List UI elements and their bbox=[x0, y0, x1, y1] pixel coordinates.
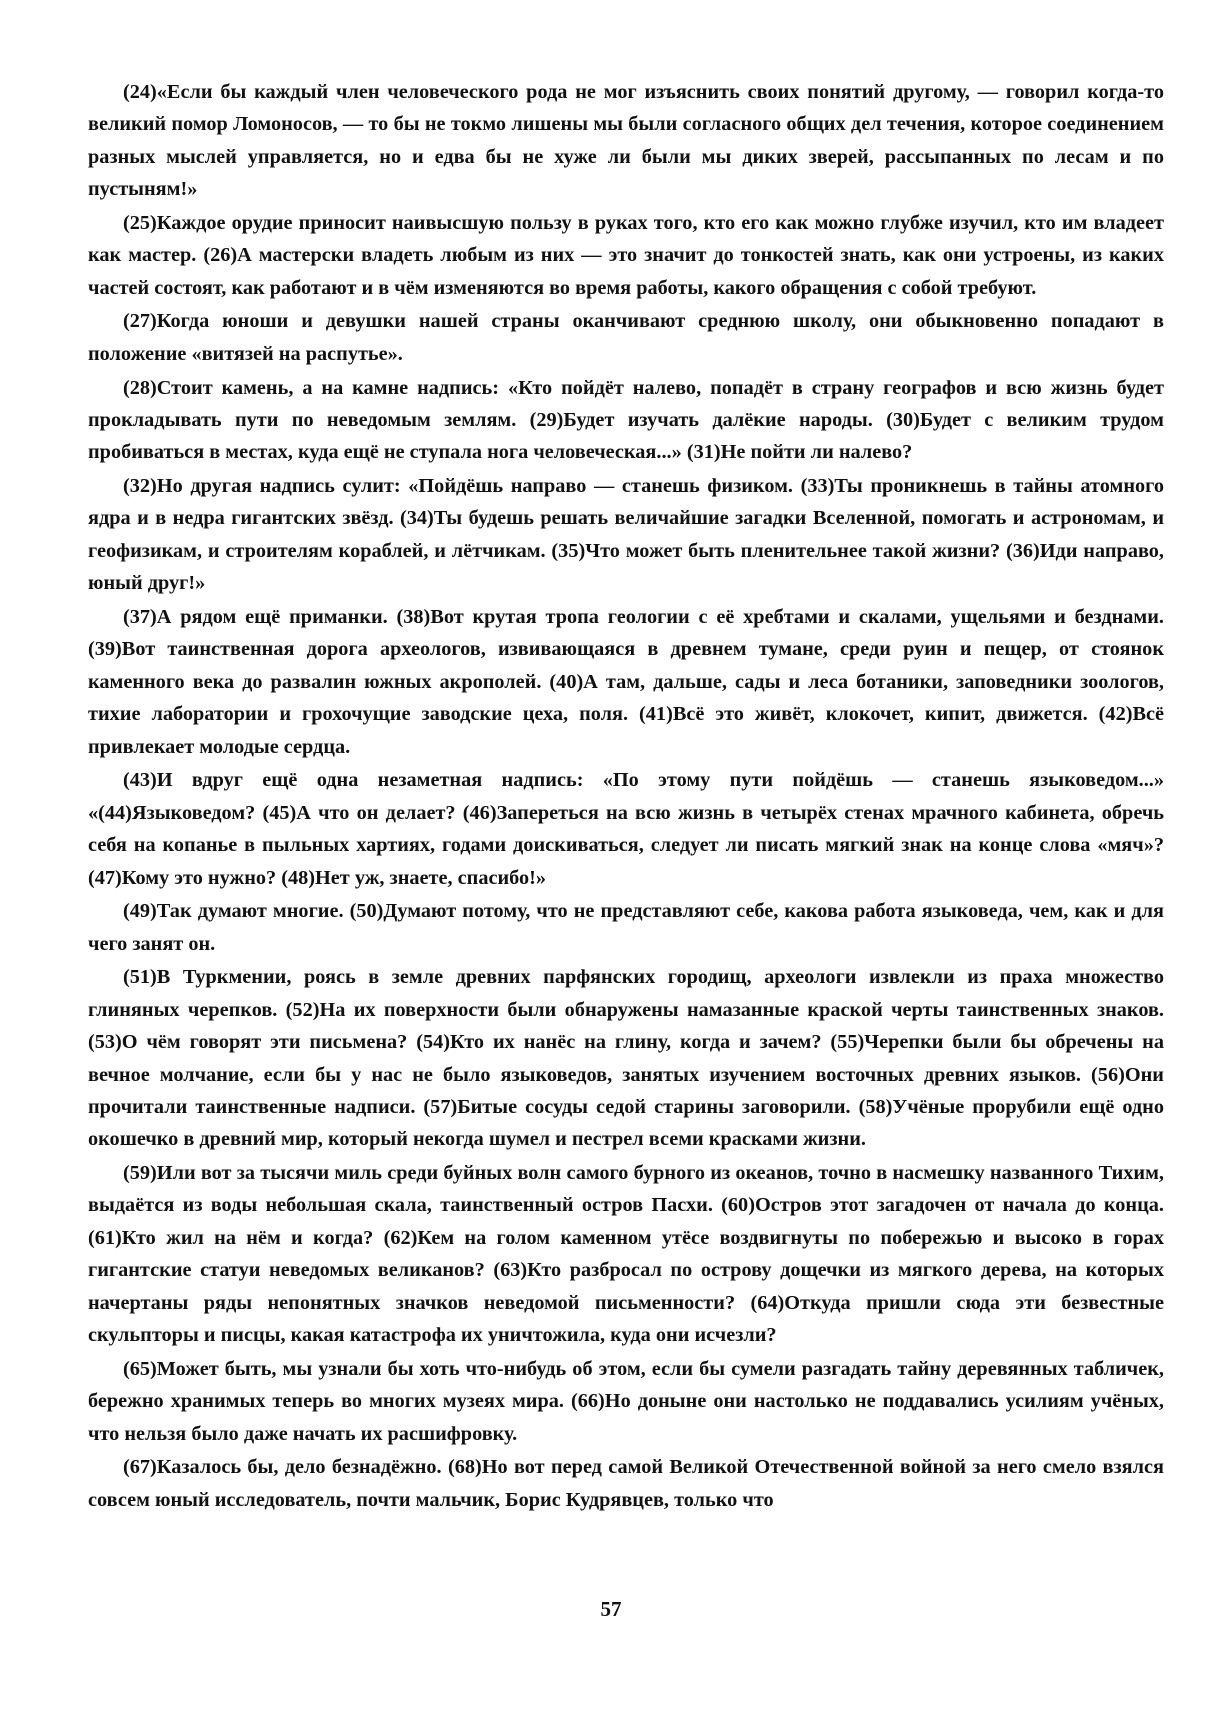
paragraph: (59)Или вот за тысячи миль среди буйных волн самого бурного из океанов, точно в насмешку названного Тихим, выдаётся из воды небольшая скала, таинственный остров Пасхи. (60)Остров этот загадочен от начала до конца. (61)Кто жил на нём и когда? (62)Кем на голом каменном утёсе воздвигнуты по побережью и высоко в горах гигантские статуи неведомых великанов? (63)Кто разбросал по острову дощечки из мягкого дерева, на которых начертаны ряды непонятных значков неведомой письменности? (64)Откуда пришли сюда эти безвестные скульпторы и писцы, какая катастрофа их уничтожила, куда они исчезли? bbox=[88, 1162, 1164, 1347]
page-number: 57 bbox=[600, 1597, 622, 1621]
paragraph: (28)Стоит камень, а на камне надпись: «Кто пойдёт налево, попадёт в страну географов и всю жизнь будет прокладывать пути по неведомым землям. (29)Будет изучать далёкие народы. (30)Будет с великим трудом пробиваться в местах, куда ещё не ступала нога человеческая...» (31)Не пойти ли налево? bbox=[88, 376, 1164, 464]
paragraph: (51)В Туркмении, роясь в земле древних парфянских городищ, археологи извлекли из праха множество глиняных черепков. (52)На их поверхности были обнаружены намазанные краской черты таинственных знаков. (53)О чём говорят эти письмена? (54)Кто их нанёс на глину, когда и зачем? (55)Черепки были бы обречены на вечное молчание, если бы у нас не было языковедов, занятых изучением восточных древних языков. (56)Они прочитали таинственные надписи. (57)Битые сосуды седой старины заговорили. (58)Учёные прорубили ещё одно окошечко в древний мир, который некогда шумел и пестрел всеми красками жизни. bbox=[88, 966, 1164, 1151]
paragraph: (49)Так думают многие. (50)Думают потому, что не представляют себе, какова работа языковеда, чем, как и для чего занят он. bbox=[88, 900, 1164, 955]
paragraph: (24)«Если бы каждый член человеческого рода не мог изъяснить своих понятий другому, — говорил когда-то великий помор Ломоносов, — то бы не токмо лишены мы были согласного общих дел течения, которое соединением разных мыслей управляется, но и едва бы не хуже ли были мы диких зверей, рассыпанных по лесам и по пустыням!» bbox=[88, 81, 1164, 201]
paragraph: (67)Казалось бы, дело безнадёжно. (68)Но вот перед самой Великой Отечественной войной за него смело взялся совсем юный исследователь, почти мальчик, Борис Кудрявцев, только что bbox=[88, 1456, 1164, 1511]
paragraph: (27)Когда юноши и девушки нашей страны оканчивают среднюю школу, они обыкновенно попадают в положение «витязей на распутье». bbox=[88, 310, 1164, 365]
paragraph: (32)Но другая надпись сулит: «Пойдёшь направо — станешь физиком. (33)Ты проникнешь в тайны атомного ядра и в недра гигантских звёзд. (34)Ты будешь решать величайшие загадки Вселенной, помогать и астрономам, и геофизикам, и строителям кораблей, и лётчикам. (35)Что может быть пленительнее такой жизни? (36)Иди направо, юный друг!» bbox=[88, 475, 1164, 595]
page-body bbox=[88, 76, 1164, 1517]
paragraph: (43)И вдруг ещё одна незаметная надпись: «По этому пути пойдёшь — станешь языковедом...» «(44)Языковедом? (45)А что он делает? (46)Запереться на всю жизнь в четырёх стенах мрачного кабинета, обречь себя на копанье в пыльных хартиях, годами доискиваться, следует ли писать мягкий знак на конце слова «мяч»? (47)Кому это нужно? (48)Нет уж, знаете, спасибо!» bbox=[88, 769, 1164, 889]
paragraph: (65)Может быть, мы узнали бы хоть что-нибудь об этом, если бы сумели разгадать тайну деревянных табличек, бережно хранимых теперь во многих музеях мира. (66)Но доныне они настолько не поддавались усилиям учёных, что нельзя было даже начать их расшифровку. bbox=[88, 1357, 1164, 1445]
paragraph: (25)Каждое орудие приносит наивысшую пользу в руках того, кто его как можно глубже изучил, кто им владеет как мастер. (26)А мастерски владеть любым из них — это значит до тонкостей знать, как они устроены, из каких частей состоят, как работают и в чём изменяются во время работы, какого обращения с собой требуют. bbox=[88, 211, 1164, 299]
paragraph: (37)А рядом ещё приманки. (38)Вот крутая тропа геологии с её хребтами и скалами, ущельями и безднами. (39)Вот таинственная дорога археологов, извивающаяся в древнем тумане, среди руин и пещер, от стоянок каменного века до развалин южных акрополей. (40)А там, дальше, сады и леса ботаники, заповедники зоологов, тихие лаборатории и грохочущие заводские цеха, поля. (41)Всё это живёт, клокочет, кипит, движется. (42)Всё привлекает молодые сердца. bbox=[88, 605, 1164, 758]
